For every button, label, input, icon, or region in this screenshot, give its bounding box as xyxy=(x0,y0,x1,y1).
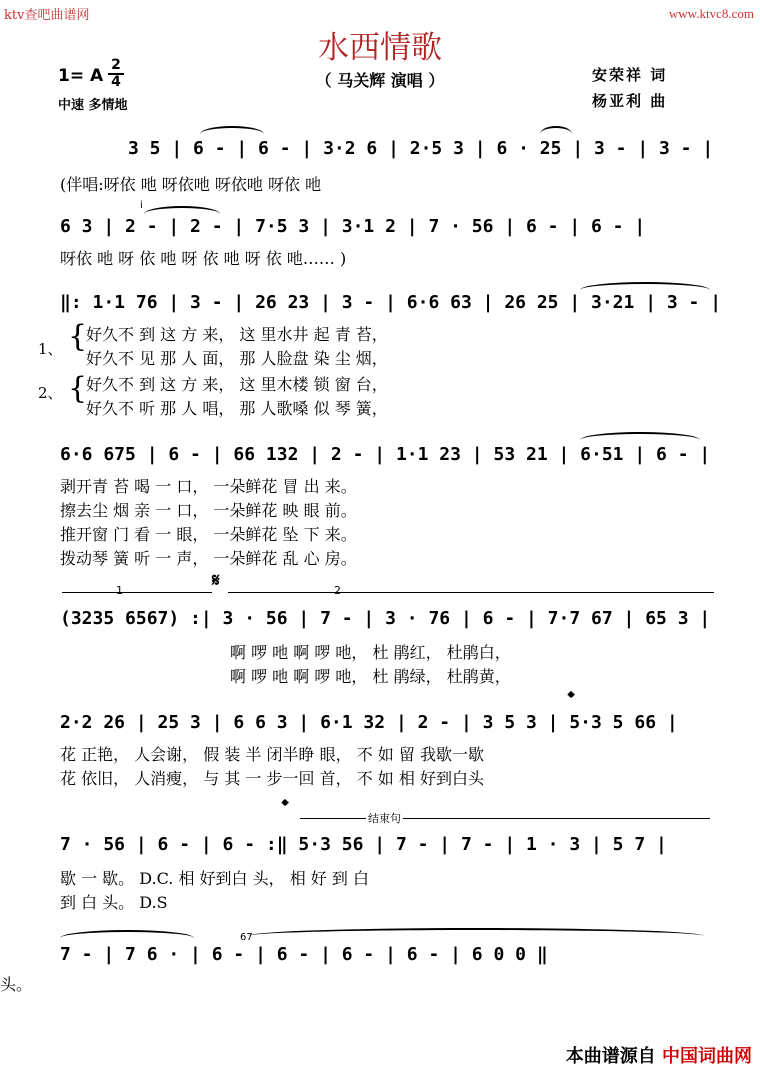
slur-mark xyxy=(540,126,572,134)
verse-brace-2: { xyxy=(68,371,88,406)
lyric-line-4c: 推开窗 门 看 一 眼， 一朵鲜花 坠 下 来。 xyxy=(60,525,357,544)
lyric-line-6a: 花 正艳， 人会谢， 假 装 半 闭半睁 眼， 不 如 留 我歇一歇 xyxy=(60,745,484,764)
verse-brace-1: { xyxy=(68,319,88,354)
tie-mark xyxy=(60,930,194,938)
ending-bracket xyxy=(300,818,710,819)
volta-1-label: 1 xyxy=(116,584,123,597)
volta-bracket-1 xyxy=(62,592,212,593)
notation-line-6: 2·2 26 | 25 3 | 6 6 3 | 6·1 32 | 2 - | 3 5 3 | 5·3 5 66 | xyxy=(60,712,678,733)
key-signature: 1= A xyxy=(58,66,104,86)
lyricist-credit: 安荣祥 词 xyxy=(592,66,668,84)
footer-site-link[interactable]: 中国词曲网 xyxy=(662,1046,752,1067)
lyric-line-7a: 歇 一 歇。 D.C. 相 好到白 头， 相 好 到 白 xyxy=(60,869,369,888)
verse-1-line-b: 好久不 见 那 人 面， 那 人脸盘 染 尘 烟， xyxy=(86,349,388,368)
lyric-line-4d: 拨动琴 簧 听 一 声， 一朵鲜花 乱 心 房。 xyxy=(60,549,357,568)
lyric-line-4a: 剥开青 苔 喝 一 口， 一朵鲜花 冒 出 来。 xyxy=(60,477,357,496)
song-title: 水西情歌 xyxy=(318,30,442,66)
notation-line-5: (3235 6567) :| 3 · 56 | 7 - | 3 · 76 | 6 - | 7·7 67 | 65 3 | xyxy=(60,608,711,629)
notation-line-1: 3 5 | 6 - | 6 - | 3·2 6 | 2·5 3 | 6 · 25 | 3 - | 3 - | xyxy=(128,138,714,159)
lyric-line-2: 呀依 吔 呀 依 吔 呀 依 吔 呀 依 吔…… ) xyxy=(60,249,347,268)
grace-note-1: i xyxy=(140,200,143,211)
coda-icon-2: 𝄌 xyxy=(282,796,289,817)
lyric-line-5b: 啊 啰 吔 啊 啰 吔， 杜 鹃绿， 杜鹃黄， xyxy=(230,667,511,686)
tie-mark xyxy=(144,206,220,214)
segno-icon: 𝄋 xyxy=(212,570,220,591)
performer: （ 马关辉 演唱 ） xyxy=(315,71,445,90)
footer-source-text: 本曲谱源自 xyxy=(565,1046,656,1067)
notation-line-2: 6 3 | 2 - | 2 - | 7·5 3 | 3·1 2 | 7 · 56 | 6 - | 6 - | xyxy=(60,216,646,237)
time-top: 2 xyxy=(111,57,121,73)
notation-line-4: 6·6 675 | 6 - | 66 132 | 2 - | 1·1 23 | 53 21 | 6·51 | 6 - | xyxy=(60,444,711,465)
lyric-line-1: (伴唱:呀依 吔 呀依吔 呀依吔 呀依 吔 xyxy=(60,175,322,194)
ending-label: 结束句 xyxy=(368,812,401,825)
tie-mark xyxy=(200,126,264,134)
verse-2-line-a: 好久不 到 这 方 来， 这 里木楼 锁 窗 台， xyxy=(86,375,388,394)
tempo-marking: 中速 多情地 xyxy=(58,98,128,113)
verse-number-1: 1、 xyxy=(38,340,63,358)
lyric-line-8: 头。 xyxy=(0,975,33,994)
volta-2-label: 2 xyxy=(334,584,341,597)
time-signature xyxy=(108,59,124,89)
time-bottom: 4 xyxy=(111,74,121,90)
notation-line-3: ‖: 1·1 76 | 3 - | 26 23 | 3 - | 6·6 63 | 26 25 | 3·21 | 3 - | xyxy=(60,292,722,313)
lyric-line-5a: 啊 啰 吔 啊 啰 吔， 杜 鹃红， 杜鹃白， xyxy=(230,643,511,662)
grace-note-2: 67 xyxy=(240,932,253,943)
tie-mark xyxy=(580,282,710,290)
verse-1-line-a: 好久不 到 这 方 来， 这 里水井 起 青 苔， xyxy=(86,325,388,344)
notation-line-8: 7 - | 7 6 · | 6 - | 6 - | 6 - | 6 - | 6 0 0 ‖ xyxy=(60,944,548,965)
watermark-left: ktv查吧曲谱网 xyxy=(4,8,90,23)
coda-icon: 𝄌 xyxy=(568,688,575,709)
tie-mark xyxy=(248,928,704,936)
composer-credit: 杨亚利 曲 xyxy=(592,92,668,110)
volta-bracket-2 xyxy=(228,592,714,593)
tie-mark xyxy=(580,432,700,440)
lyric-line-6b: 花 依旧， 人消瘦， 与 其 一 步一回 首， 不 如 相 好到白头 xyxy=(60,769,484,788)
source-footer xyxy=(566,1042,752,1068)
watermark-right: www.ktvc8.com xyxy=(668,6,754,21)
notation-line-7: 7 · 56 | 6 - | 6 - :‖ 5·3 56 | 7 - | 7 - | 1 · 3 | 5 7 | xyxy=(60,834,667,855)
verse-2-line-b: 好久不 听 那 人 唱， 那 人歌嗓 似 琴 簧， xyxy=(86,399,388,418)
lyric-line-7b: 到 白 头。 D.S xyxy=(60,893,168,912)
lyric-line-4b: 擦去尘 烟 亲 一 口， 一朵鲜花 映 眼 前。 xyxy=(60,501,357,520)
verse-number-2: 2、 xyxy=(38,384,63,402)
